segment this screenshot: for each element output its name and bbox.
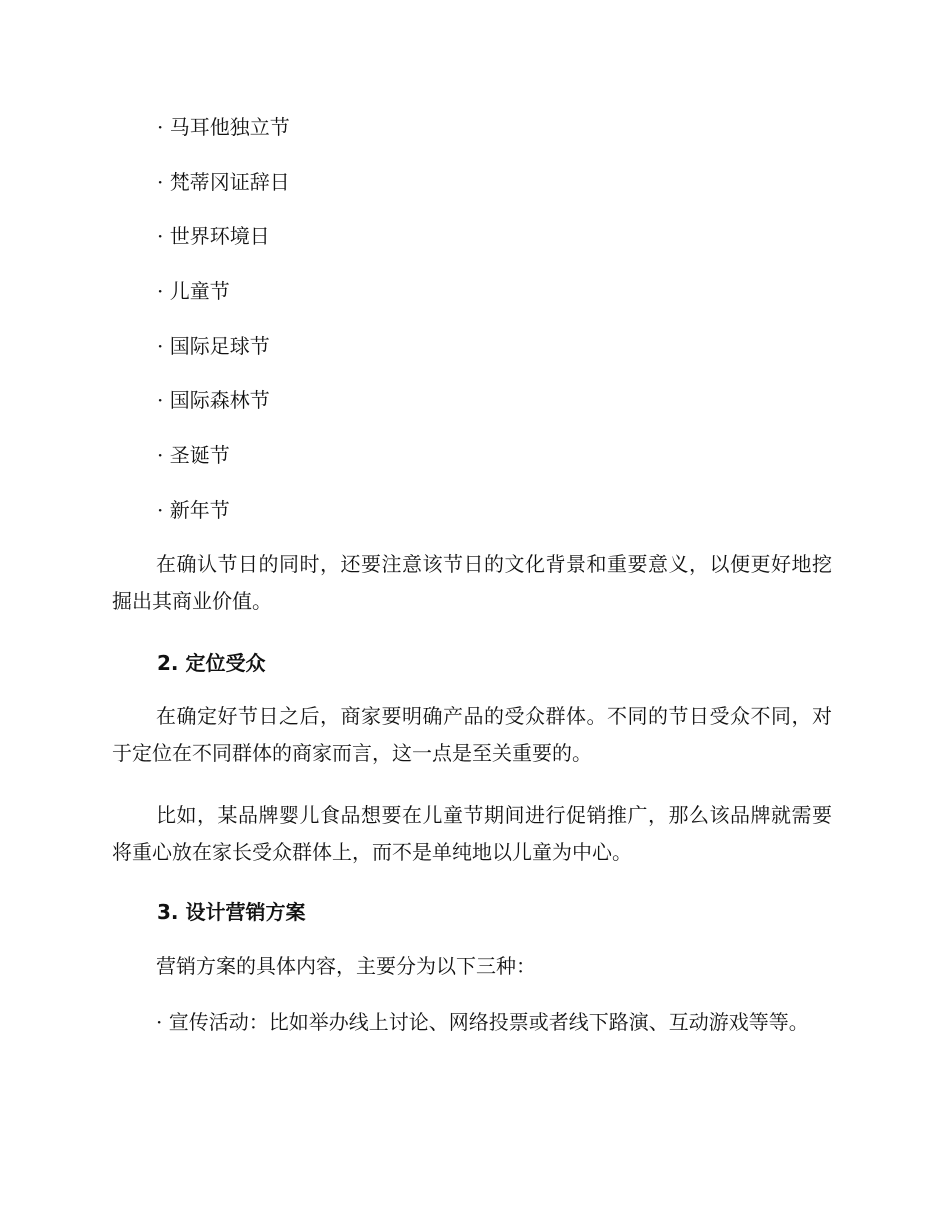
paragraph-audience-definition: 在确定好节日之后，商家要明确产品的受众群体。不同的节日受众不同，对于定位在不同群体的商家而言，这一点是至关重要的。 <box>112 704 832 765</box>
paragraph-promotion-activity: · 宣传活动：比如举办线上讨论、网络投票或者线下路演、互动游戏等等。 <box>156 1010 809 1034</box>
list-item: · 儿童节 <box>157 279 230 304</box>
list-item: · 国际足球节 <box>157 333 270 358</box>
holiday-list <box>157 108 857 546</box>
paragraph-cultural-background: 在确认节日的同时，还要注意该节日的文化背景和重要意义，以便更好地挖掘出其商业价值。 <box>112 552 832 613</box>
list-item: · 新年节 <box>157 497 230 522</box>
list-item: · 国际森林节 <box>157 388 270 413</box>
list-item: · 梵蒂冈证辞日 <box>157 169 290 194</box>
list-item: · 世界环境日 <box>157 224 270 249</box>
paragraph-audience-example: 比如，某品牌婴儿食品想要在儿童节期间进行促销推广，那么该品牌就需要将重心放在家长受众群体上，而不是单纯地以儿童为中心。 <box>112 803 832 864</box>
section-heading-marketing-plan: 3. 设计营销方案 <box>157 900 306 924</box>
list-item: · 马耳他独立节 <box>157 115 290 139</box>
paragraph-plan-intro: 营销方案的具体内容，主要分为以下三种： <box>156 954 536 978</box>
list-item: · 圣诞节 <box>157 443 230 468</box>
section-heading-audience: 2. 定位受众 <box>157 651 266 675</box>
